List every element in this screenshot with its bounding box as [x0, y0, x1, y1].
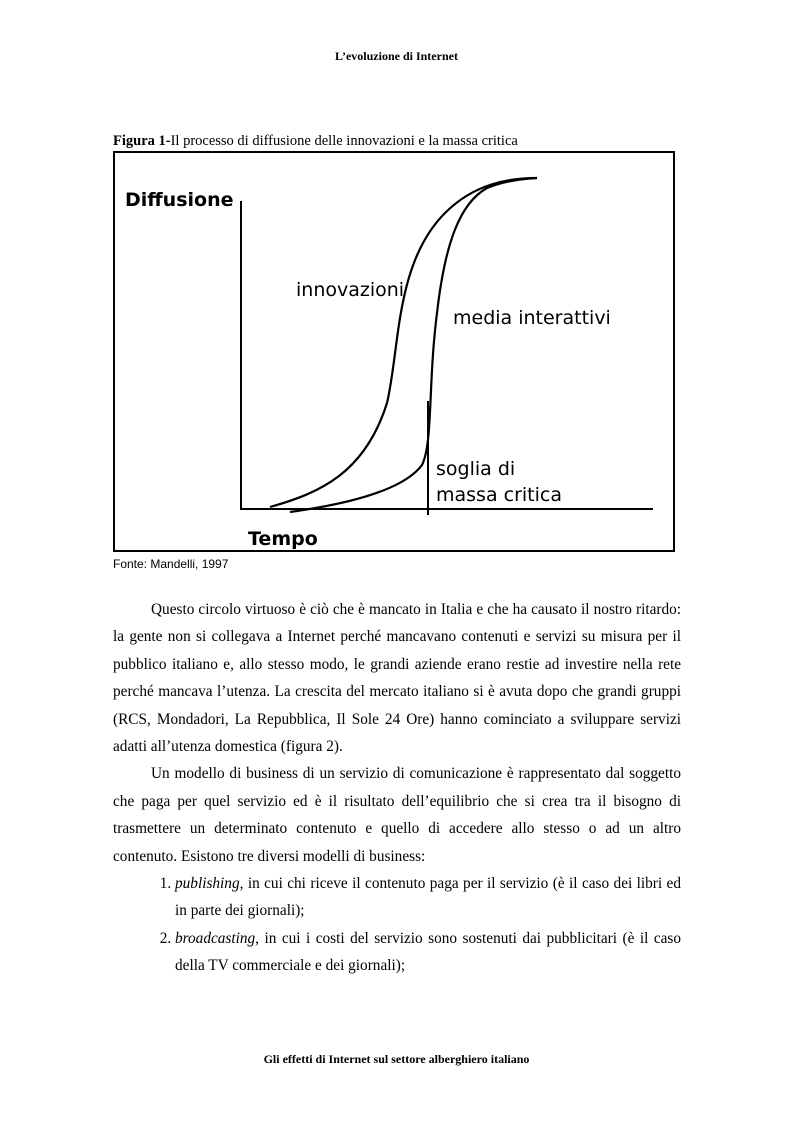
annotation-media-interattivi: media interattivi — [453, 307, 611, 329]
list-item-term: publishing — [175, 875, 240, 893]
annotation-soglia: soglia di — [436, 458, 516, 480]
diffusion-chart — [113, 151, 675, 552]
list-item — [175, 870, 681, 925]
list-item-text: , in cui chi riceve il contenuto paga per il servizio (è il caso dei libri ed in parte dei giornali); — [175, 875, 681, 920]
running-footer: Gli effetti di Internet sul settore alberghiero italiano — [263, 1052, 530, 1066]
annotation-innovazioni: innovazioni — [296, 279, 405, 301]
list-item-term: broadcasting — [175, 929, 256, 947]
y-axis-label: Diffusione — [125, 189, 234, 211]
figure-label: Figura 1- — [113, 133, 171, 149]
paragraph-1: Questo circolo virtuoso è ciò che è mancato in Italia e che ha causato il nostro ritardo: la gente non si collegava a Internet perché mancavano contenuti e servizi su misura per il pubblico italiano e, allo stesso modo, le grandi aziende erano restie ad investire nella rete perché mancava l’utenza. La crescita del mercato italiano si è avuta dopo che grandi gruppi (RCS, Mondadori, La Repubblica, Il Sole 24 Ore) hanno cominciato a sviluppare servizi adatti all’utenza domestica (figura 2). — [113, 601, 681, 756]
diffusion-chart-svg — [115, 153, 673, 550]
body-text — [113, 596, 681, 980]
figure-source: Fonte: Mandelli, 1997 — [113, 557, 229, 571]
paragraph-2: Un modello di business di un servizio di comunicazione è rappresentato dal soggetto che paga per quel servizio ed è il risultato dell’equilibrio che si crea tra il bisogno di trasmettere un determinato contenuto e quello di accedere allo stesso o ad un altro contenuto. Esistono tre diversi modelli di business: — [113, 765, 681, 865]
annotation-massa-critica: massa critica — [436, 484, 562, 506]
figure-caption — [113, 133, 518, 150]
list-item-text: , in cui i costi del servizio sono sostenuti dai pubblicitari (è il caso della TV commerciale e dei giornali); — [175, 929, 681, 975]
figure-caption-text: Il processo di diffusione delle innovazioni e la massa critica — [170, 133, 518, 149]
x-axis-label: Tempo — [248, 528, 318, 550]
business-model-list — [113, 870, 681, 980]
list-item — [175, 925, 681, 980]
running-header: L’evoluzione di Internet — [335, 49, 458, 63]
